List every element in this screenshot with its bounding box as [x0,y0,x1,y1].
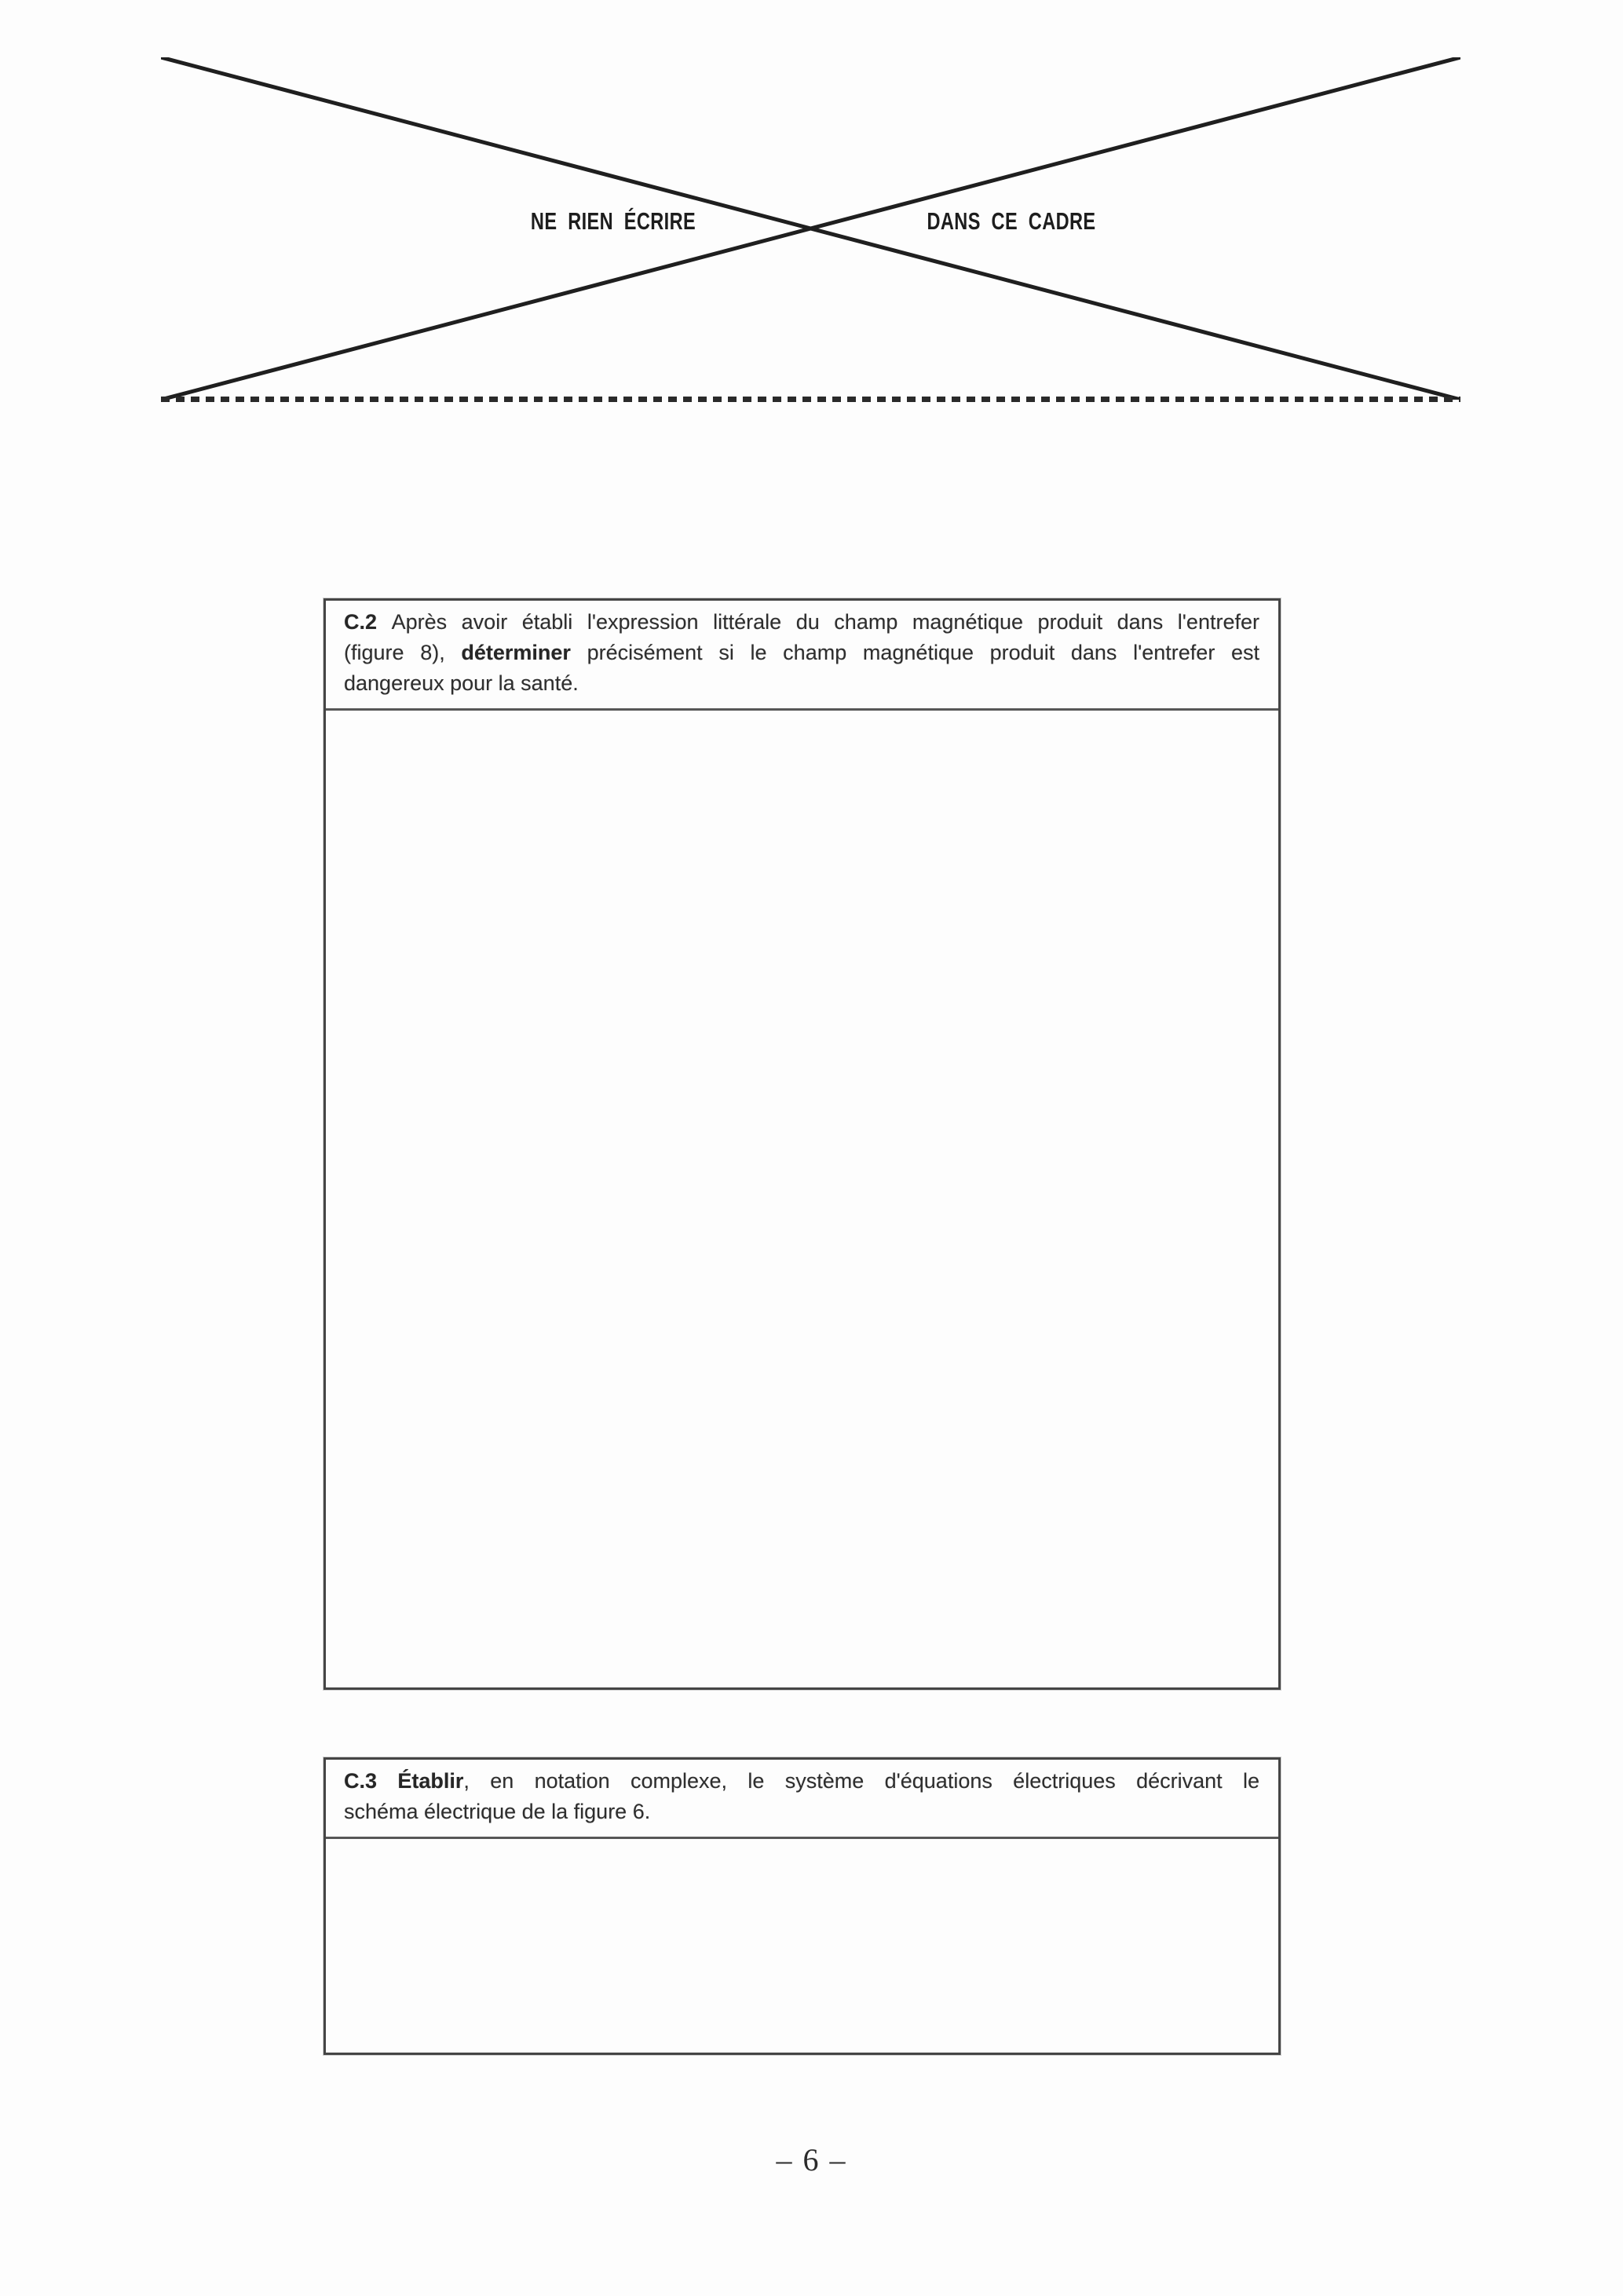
question-c3-line-1 [344,1766,1259,1797]
cross-x-icon [161,57,1460,400]
question-c2-line-3 [344,668,1259,699]
question-c2-line3-text: dangereux pour la santé. [344,671,579,695]
question-c3-line1-text: , en notation complexe, le système d'équations électriques décrivant le [463,1769,1259,1793]
question-box-c3 [324,1757,1281,2055]
answer-area-c2 [326,711,1278,1687]
question-c2-line2-pre: (figure 8), [344,641,462,664]
question-c3-line-2 [344,1797,1259,1827]
no-write-label-right: DANS CE CADRE [927,207,1096,235]
question-c3-line2-text: schéma électrique de la figure 6. [344,1800,651,1823]
question-c2-line1-text: Après avoir établi l'expression littérale du champ magnétique produit dans l'entrefer [391,610,1259,634]
dashed-cut-line [161,397,1460,402]
question-c3-keyword: Établir [397,1769,464,1793]
question-box-c2 [324,598,1281,1690]
question-c2-statement [326,601,1278,711]
no-write-label-left: NE RIEN ÉCRIRE [530,207,696,235]
question-c2-line-1 [344,607,1259,638]
question-c2-line-2 [344,638,1259,668]
question-c3-number: C.3 [344,1769,398,1793]
question-c2-number: C.2 [344,610,392,634]
question-c2-line2-rest: précisément si le champ magnétique produit dans l'entrefer est [570,641,1259,664]
question-c3-statement [326,1760,1278,1839]
answer-area-c3 [326,1839,1278,2053]
do-not-write-frame [161,57,1460,406]
page-number: – 6 – [776,2142,847,2177]
question-c2-line2-keyword: déterminer [461,641,571,664]
